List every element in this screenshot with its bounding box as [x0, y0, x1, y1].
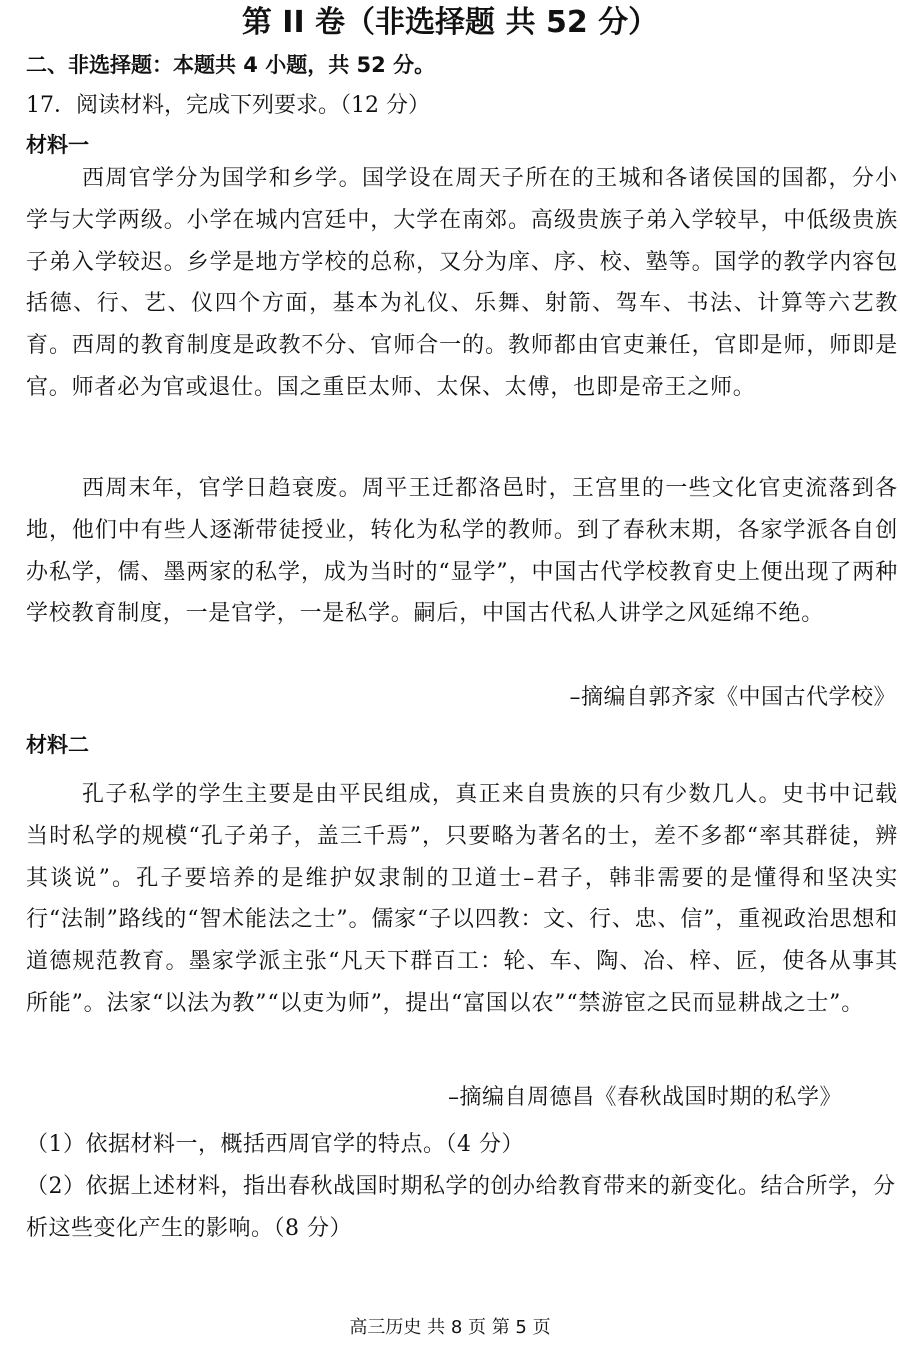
question-heading: 17．阅读材料，完成下列要求。（12 分）	[26, 93, 430, 118]
page-footer: 高三历史 共 8 页 第 5 页	[349, 1317, 551, 1338]
material-two-paragraph: 孔子私学的学生主要是由平民组成，真正来自贵族的只有少数几人。史书中记载当时私学的规模“孔子弟子，盖三千焉”，只要略为著名的士，差不多都“率其群徒，辨其谈说”。孔子要培养的是维护奴隶制的卫道士–君子，韩非需要的是懂得和坚决实行“法制”路线的“智术能法之士”。儒家“子以四教：文、行、忠、信”，重视政治思想和道德规范教育。墨家学派主张“凡天下群百工：轮、车、陶、冶、梓、匠，使各从事其所能”。法家“以法为教”“以吏为师”，提出“富国以农”“禁游宦之民而显耕战之士”。	[26, 782, 898, 1016]
section-heading: 二、非选择题：本题共 4 小题，共 52 分。	[26, 53, 436, 77]
material-one-paragraph-2: 西周末年，官学日趋衰废。周平王迁都洛邑时，王宫里的一些文化官吏流落到各地，他们中有些人逐渐带徒授业，转化为私学的教师。到了春秋末期，各家学派各自创办私学，儒、墨两家的私学，成为当时的“显学”，中国古代学校教育史上便出现了两种学校教育制度，一是官学，一是私学。嗣后，中国古代私人讲学之风延绵不绝。	[26, 476, 898, 627]
material-one-source: –摘编自郭齐家《中国古代学校》	[569, 685, 896, 710]
page-title: 第 II 卷（非选择题 共 52 分）	[241, 5, 659, 40]
material-one-label: 材料一	[26, 133, 89, 157]
task-2: （2）依据上述材料，指出春秋战国时期私学的创办给教育带来的新变化。结合所学，分析这些变化产生的影响。（8 分）	[26, 1174, 896, 1241]
material-two-source: –摘编自周德昌《春秋战国时期的私学》	[447, 1085, 842, 1110]
material-one-paragraph-1: 西周官学分为国学和乡学。国学设在周天子所在的王城和各诸侯国的国都，分小学与大学两级。小学在城内宫廷中，大学在南郊。高级贵族子弟入学较早，中低级贵族子弟入学较迟。乡学是地方学校的总称，又分为庠、序、校、塾等。国学的教学内容包括德、行、艺、仪四个方面，基本为礼仪、乐舞、射箭、驾车、书法、计算等六艺教育。西周的教育制度是政教不分、官师合一的。教师都由官吏兼任，官即是师，师即是官。师者必为官或退仕。国之重臣太师、太保、太傅，也即是帝王之师。	[26, 166, 898, 400]
material-two-label: 材料二	[26, 733, 89, 757]
task-1: （1）依据材料一，概括西周官学的特点。（4 分）	[26, 1132, 524, 1157]
